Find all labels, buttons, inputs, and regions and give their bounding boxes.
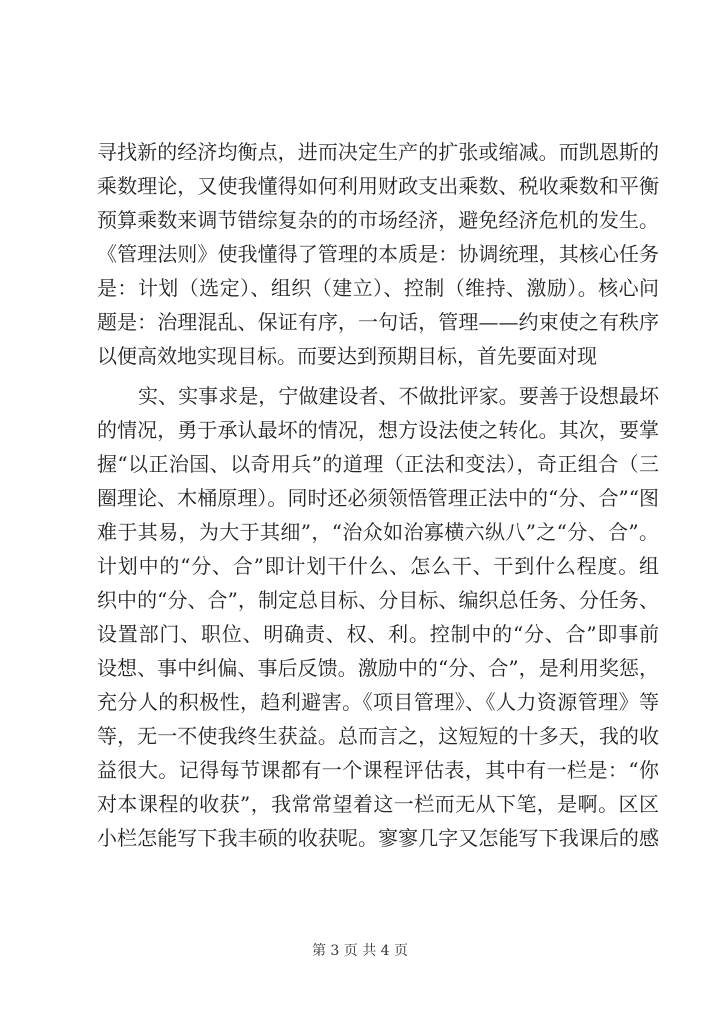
text-line: 设置部门、职位、明确责、权、利。控制中的“分、合”即事前 — [97, 622, 659, 646]
text-line: 以便高效地实现目标。而要达到预期目标，首先要面对现 — [97, 344, 597, 368]
text-line: 计划中的“分、合”即计划干什么、怎么干、干到什么程度。组 — [97, 554, 659, 578]
text-line: 小栏怎能写下我丰硕的收获呢。寥寥几字又怎能写下我课后的感 — [97, 826, 659, 850]
text-line: 设想、事中纠偏、事后反馈。激励中的“分、合”，是利用奖惩， — [97, 656, 659, 680]
document-page — [97, 135, 659, 855]
text-line: 圈理论、木桶原理）。同时还必须领悟管理正法中的“分、合”“图 — [97, 486, 659, 510]
text-line: 益很大。记得每节课都有一个课程评估表，其中有一栏是：“你 — [97, 758, 659, 782]
text-line: 是：计划（选定）、组织（建立）、控制（维持、激励）。核心问 — [97, 276, 659, 300]
page-number-footer: 第 3 页 共 4 页 — [311, 943, 409, 959]
text-line: 题是：治理混乱、保证有序，一句话，管理——约束使之有秩序 — [97, 310, 659, 334]
text-line: 寻找新的经济均衡点，进而决定生产的扩张或缩减。而凯恩斯的 — [97, 140, 659, 164]
text-line: 实、实事求是，宁做建设者、不做批评家。要善于设想最坏 — [138, 384, 659, 408]
text-line: 《管理法则》使我懂得了管理的本质是：协调统理，其核心任务 — [97, 242, 659, 266]
text-line: 的情况，勇于承认最坏的情况，想方设法使之转化。其次，要掌 — [97, 418, 659, 442]
text-line: 难于其易，为大于其细”，“治众如治寡横六纵八”之“分、合”。 — [97, 520, 659, 544]
text-line: 握“以正治国、以奇用兵”的道理（正法和变法），奇正组合（三 — [97, 452, 659, 476]
text-line: 织中的“分、合”，制定总目标、分目标、编织总任务、分任务、 — [97, 588, 659, 612]
text-line: 对本课程的收获”，我常常望着这一栏而无从下笔，是啊。区区 — [97, 792, 659, 816]
text-line: 充分人的积极性，趋利避害。《项目管理》、《人力资源管理》等 — [97, 690, 659, 714]
text-line: 预算乘数来调节错综复杂的的市场经济，避免经济危机的发生。 — [97, 208, 659, 232]
text-line: 乘数理论，又使我懂得如何利用财政支出乘数、税收乘数和平衡 — [97, 174, 659, 198]
paragraph-2 — [97, 379, 659, 855]
paragraph-1 — [97, 135, 659, 373]
text-line: 等，无一不使我终生获益。总而言之，这短短的十多天，我的收 — [97, 724, 659, 748]
